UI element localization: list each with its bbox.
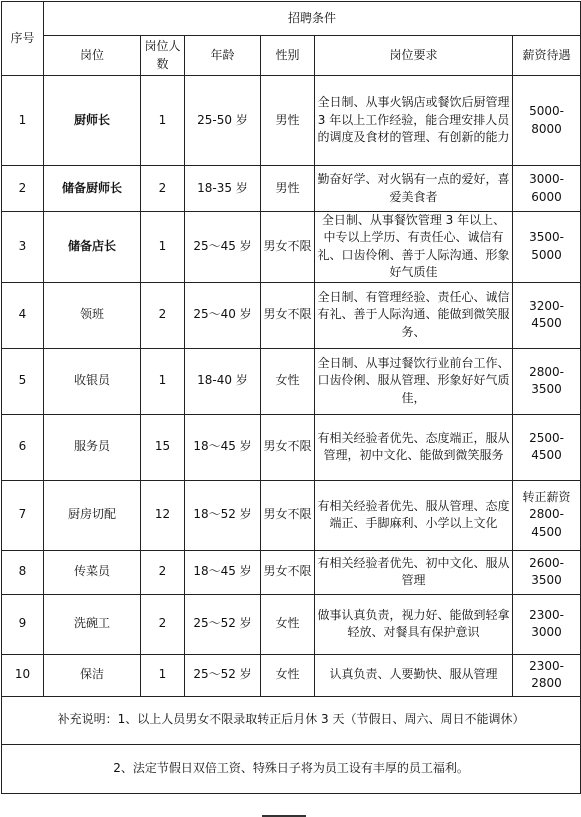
note-row-1 (2, 696, 581, 744)
supplementary-note-2: 2、法定节假日双倍工资、特殊日子将为员工设有丰厚的员工福利。 (2, 744, 581, 793)
supplementary-note-1: 补充说明：1、以上人员男女不限录取转正后月休 3 天（节假日、周六、周日不能调休） (2, 696, 581, 744)
row-requirements: 认真负责、人要勤快、服从管理 (315, 654, 513, 696)
row-gender: 男性 (261, 166, 315, 212)
row-age: 18～45 岁 (185, 550, 261, 594)
row-requirements: 全日制、从事餐饮管理 3 年以上、中专以上学历、有责任心、诚信有礼、口齿伶俐、善于人际沟通、形象好气质佳 (315, 212, 513, 283)
header-salary: 薪资待遇 (513, 36, 581, 76)
row-gender: 男女不限 (261, 212, 315, 283)
row-age: 25-50 岁 (185, 76, 261, 166)
row-index: 5 (2, 348, 44, 414)
table-row (2, 480, 581, 550)
row-gender: 男女不限 (261, 550, 315, 594)
row-gender: 女性 (261, 654, 315, 696)
row-position: 服务员 (44, 414, 141, 480)
row-age: 18～45 岁 (185, 414, 261, 480)
row-headcount: 2 (141, 550, 185, 594)
row-position: 洗碗工 (44, 594, 141, 654)
row-requirements: 有相关经验者优先、初中文化、服从管理 (315, 550, 513, 594)
row-position: 领班 (44, 282, 141, 348)
row-requirements: 全日制、有管理经验、责任心、诚信有礼、善于人际沟通、能做到微笑服务、 (315, 282, 513, 348)
row-gender: 女性 (261, 348, 315, 414)
table-row (2, 166, 581, 212)
row-age: 25～52 岁 (185, 594, 261, 654)
row-index: 4 (2, 282, 44, 348)
row-salary: 3000-6000 (513, 166, 581, 212)
row-salary: 2500-4500 (513, 414, 581, 480)
row-position: 储备店长 (44, 212, 141, 283)
row-gender: 男性 (261, 76, 315, 166)
row-age: 18～52 岁 (185, 480, 261, 550)
row-headcount: 1 (141, 654, 185, 696)
header-index: 序号 (2, 2, 44, 76)
row-gender: 女性 (261, 594, 315, 654)
row-headcount: 2 (141, 594, 185, 654)
row-salary: 3200-4500 (513, 282, 581, 348)
header-headcount: 岗位人数 (141, 36, 185, 76)
row-headcount: 15 (141, 414, 185, 480)
row-index: 9 (2, 594, 44, 654)
row-headcount: 1 (141, 76, 185, 166)
row-requirements: 全日制、从事过餐饮行业前台工作、口齿伶俐、服从管理、形象好好气质佳， (315, 348, 513, 414)
row-age: 18-35 岁 (185, 166, 261, 212)
row-position: 厨房切配 (44, 480, 141, 550)
row-gender: 男女不限 (261, 282, 315, 348)
row-headcount: 12 (141, 480, 185, 550)
row-index: 10 (2, 654, 44, 696)
table-row (2, 550, 581, 594)
row-gender: 男女不限 (261, 480, 315, 550)
row-index: 8 (2, 550, 44, 594)
row-requirements: 做事认真负责，视力好、能做到轻拿轻放、对餐具有保护意识 (315, 594, 513, 654)
header-row (2, 36, 581, 76)
row-age: 25～40 岁 (185, 282, 261, 348)
row-salary: 3500-5000 (513, 212, 581, 283)
row-position: 保洁 (44, 654, 141, 696)
row-index: 6 (2, 414, 44, 480)
row-position: 收银员 (44, 348, 141, 414)
header-gender: 性别 (261, 36, 315, 76)
table-row (2, 594, 581, 654)
row-requirements: 勤奋好学、对火锅有一点的爱好，喜爱美食者 (315, 166, 513, 212)
row-salary: 2300-3000 (513, 594, 581, 654)
row-gender: 男女不限 (261, 414, 315, 480)
recruitment-table (1, 1, 581, 794)
row-headcount: 2 (141, 282, 185, 348)
note-row-2 (2, 744, 581, 793)
table-row (2, 414, 581, 480)
row-requirements: 有相关经验者优先、态度端正，服从管理，初中文化、能做到微笑服务 (315, 414, 513, 480)
header-row-top (2, 2, 581, 36)
table-row (2, 654, 581, 696)
row-age: 18-40 岁 (185, 348, 261, 414)
row-requirements: 全日制、从事火锅店或餐饮后厨管理 3 年以上工作经验，能合理安排人员的调度及食材的管理、有创新的能力 (315, 76, 513, 166)
row-salary: 5000-8000 (513, 76, 581, 166)
row-index: 2 (2, 166, 44, 212)
header-age: 年龄 (185, 36, 261, 76)
row-salary: 2300-2800 (513, 654, 581, 696)
table-row (2, 212, 581, 283)
row-position: 厨师长 (44, 76, 141, 166)
row-index: 7 (2, 480, 44, 550)
table-row (2, 282, 581, 348)
row-salary: 转正薪资 2800-4500 (513, 480, 581, 550)
row-requirements: 有相关经验者优先、服从管理、态度端正、手脚麻利、小学以上文化 (315, 480, 513, 550)
row-position: 储备厨师长 (44, 166, 141, 212)
table-row (2, 348, 581, 414)
row-headcount: 1 (141, 212, 185, 283)
header-group: 招聘条件 (44, 2, 581, 36)
header-position: 岗位 (44, 36, 141, 76)
table-row (2, 76, 581, 166)
row-salary: 2600-3500 (513, 550, 581, 594)
row-salary: 2800-3500 (513, 348, 581, 414)
row-age: 25～52 岁 (185, 654, 261, 696)
row-headcount: 1 (141, 348, 185, 414)
header-requirements: 岗位要求 (315, 36, 513, 76)
row-headcount: 2 (141, 166, 185, 212)
row-index: 1 (2, 76, 44, 166)
row-age: 25～45 岁 (185, 212, 261, 283)
row-index: 3 (2, 212, 44, 283)
row-position: 传菜员 (44, 550, 141, 594)
